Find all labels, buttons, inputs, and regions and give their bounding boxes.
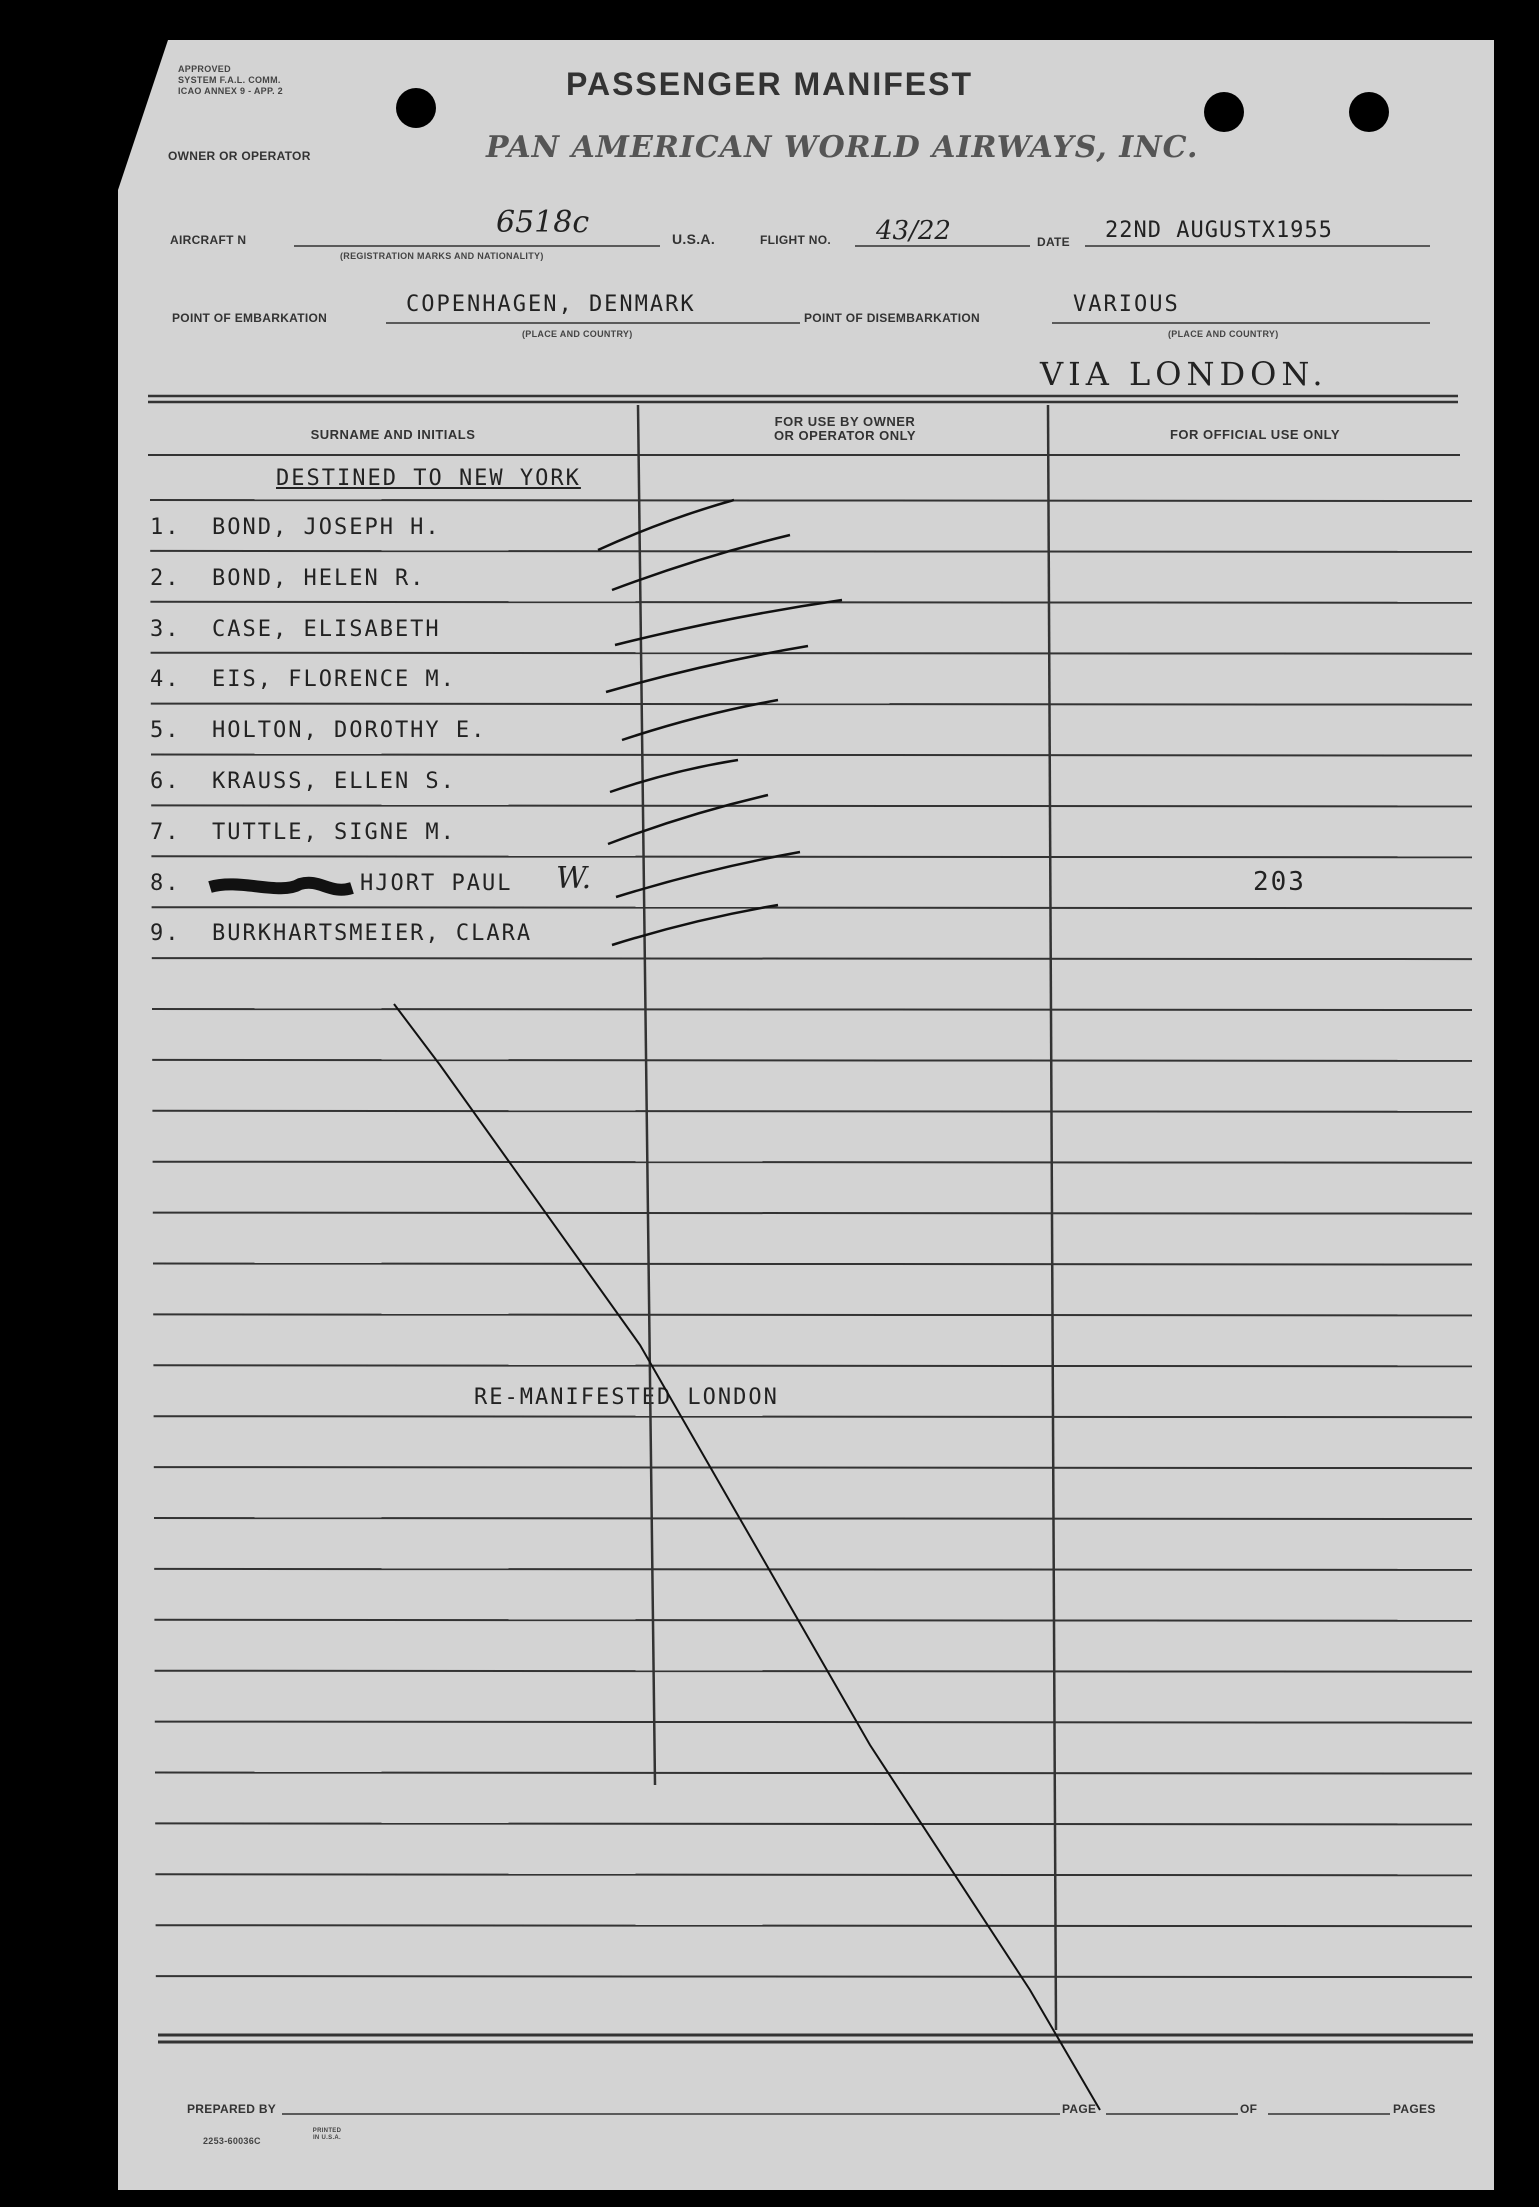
owner-label: OWNER OR OPERATOR (168, 149, 311, 163)
row-rule (155, 1823, 1472, 1824)
approval-line: ICAO ANNEX 9 - APP. 2 (178, 86, 283, 96)
row-rule (152, 1060, 1472, 1061)
aircraft-label: AIRCRAFT N (170, 233, 247, 247)
row-rule (154, 1467, 1472, 1468)
row-rule (153, 1314, 1472, 1315)
passenger-number: 7. (150, 819, 181, 845)
column-header-surname: SURNAME AND INITIALS (310, 427, 476, 442)
flight-date: 22ND AUGUSTX1955 (1105, 218, 1333, 243)
row-rule (152, 1009, 1472, 1010)
page-label: PAGE (1062, 2102, 1097, 2116)
void-stroke (394, 1004, 1100, 2110)
embarkation-point: COPENHAGEN, DENMARK (406, 292, 696, 317)
row-rule (152, 958, 1472, 959)
form-number: 2253-60036C (203, 2136, 261, 2146)
flight-label: FLIGHT NO. (760, 233, 831, 247)
passenger-number: 5. (150, 718, 181, 744)
passenger-number: 9. (150, 921, 181, 947)
approval-line: SYSTEM F.A.L. COMM. (178, 75, 281, 85)
check-mark (622, 700, 778, 740)
row-rule (154, 1569, 1472, 1570)
passenger-name: TUTTLE, SIGNE M. (212, 819, 456, 845)
passenger-name: CASE, ELISABETH (212, 616, 441, 642)
official-use-value: 203 (1253, 866, 1306, 897)
handwritten-initial: W. (556, 860, 592, 896)
passenger-name: BOND, HELEN R. (212, 565, 426, 591)
operator-name: PAN AMERICAN WORLD AIRWAYS, INC. (486, 130, 1199, 165)
row-rule (150, 500, 1472, 501)
row-rule (153, 1365, 1472, 1366)
of-label: OF (1240, 2102, 1258, 2116)
passenger-name: EIS, FLORENCE M. (212, 667, 456, 693)
embarkation-label: POINT OF EMBARKATION (172, 311, 328, 325)
flight-number: 43/22 (876, 216, 951, 246)
row-rule (153, 1162, 1472, 1163)
passenger-number: 1. (150, 515, 181, 540)
remark: RE-MANIFESTED LONDON (474, 1385, 779, 1410)
row-rule (151, 704, 1472, 705)
row-rule (155, 1874, 1472, 1875)
row-rule (152, 1111, 1472, 1112)
disembarkation-sublabel: (PLACE AND COUNTRY) (1168, 329, 1279, 339)
row-rule (154, 1416, 1472, 1417)
row-rule (151, 755, 1472, 756)
check-mark (598, 500, 734, 550)
nationality: U.S.A. (672, 231, 716, 247)
row-rule (153, 1264, 1472, 1265)
passenger-number: 8. (150, 870, 181, 896)
row-rule (154, 1518, 1472, 1519)
passenger-name: HJORT PAUL (360, 870, 513, 896)
check-mark (612, 905, 778, 945)
row-rule (151, 856, 1472, 857)
passenger-name: HOLTON, DOROTHY E. (212, 718, 487, 744)
check-mark (610, 760, 738, 792)
disembarkation-point: VARIOUS (1073, 292, 1180, 317)
disembarkation-label: POINT OF DISEMBARKATION (804, 311, 981, 325)
embarkation-sublabel: (PLACE AND COUNTRY) (522, 329, 633, 339)
via-note: VIA LONDON. (1040, 355, 1328, 393)
approval-line: APPROVED (178, 64, 231, 74)
column-header-line: FOR USE BY OWNER (774, 414, 916, 429)
row-rule (155, 1671, 1472, 1672)
row-rule (150, 551, 1472, 552)
row-rule (156, 1976, 1472, 1977)
row-rule (153, 1213, 1472, 1214)
row-rule (154, 1620, 1472, 1621)
column-divider (638, 405, 655, 1785)
passenger-name: BOND, JOSEPH H. (212, 515, 441, 540)
row-rule (150, 602, 1472, 603)
passenger-name: KRAUSS, ELLEN S. (212, 769, 456, 794)
passenger-number: 3. (150, 616, 181, 642)
row-rule (151, 653, 1472, 654)
aircraft-number: 6518c (496, 205, 590, 240)
passenger-number: 4. (150, 667, 181, 693)
check-mark (608, 795, 768, 844)
passenger-number: 6. (150, 769, 181, 794)
printed-stamp: PRINTED IN U.S.A. (312, 2128, 342, 2141)
section-heading: DESTINED TO NEW YORK (276, 466, 581, 491)
row-rule (155, 1773, 1472, 1774)
pages-label: PAGES (1393, 2102, 1436, 2116)
passenger-number: 2. (150, 565, 181, 591)
row-rule (156, 1925, 1472, 1926)
date-label: DATE (1037, 235, 1070, 249)
form-title: PASSENGER MANIFEST (566, 66, 973, 102)
row-rule (152, 907, 1472, 908)
aircraft-sublabel: (REGISTRATION MARKS AND NATIONALITY) (340, 251, 544, 261)
row-rule (155, 1722, 1472, 1723)
redaction-mark (210, 883, 352, 890)
row-rule (151, 805, 1472, 806)
passenger-name: BURKHARTSMEIER, CLARA (212, 921, 533, 947)
column-header-line: OR OPERATOR ONLY (773, 428, 917, 443)
check-mark (615, 600, 842, 645)
column-header-official: FOR OFFICIAL USE ONLY (1169, 427, 1341, 442)
prepared-by-label: PREPARED BY (187, 2102, 277, 2116)
column-divider (1048, 405, 1056, 2030)
